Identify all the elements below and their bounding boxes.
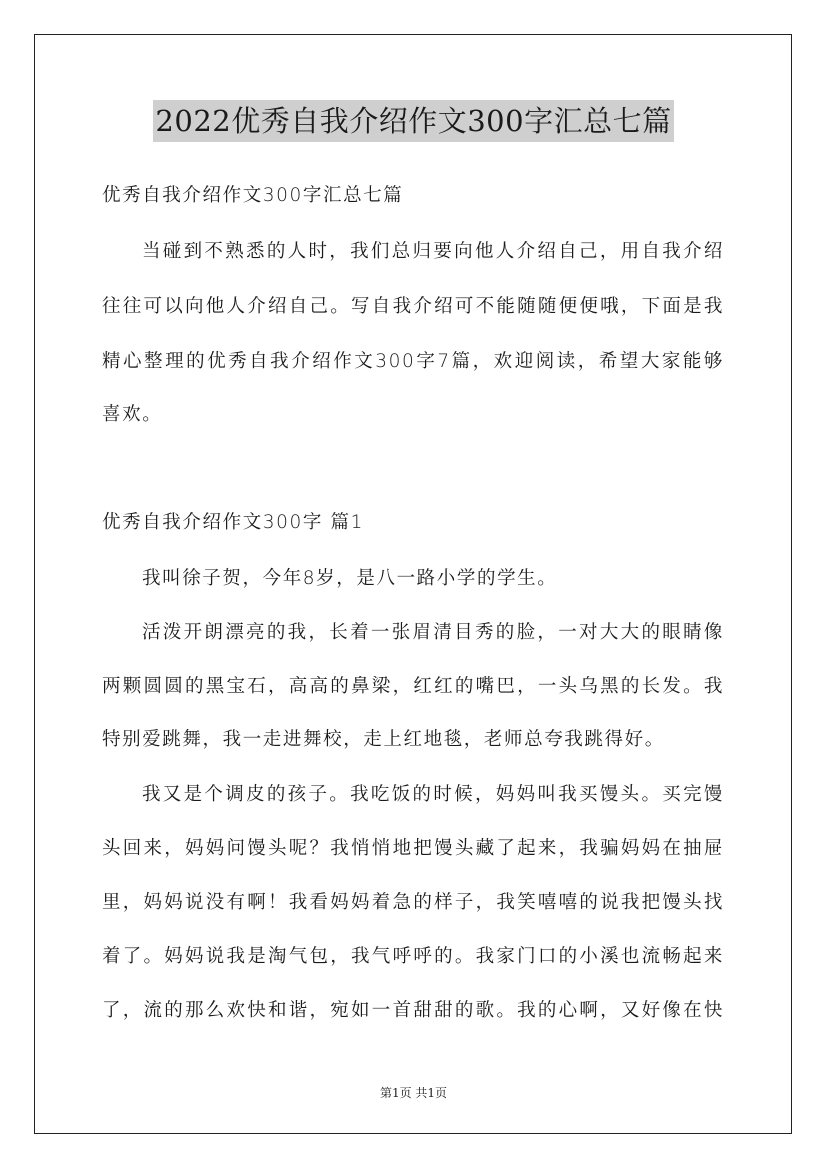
intro-line-2: 往往可以向他人介绍自己。写自我介绍可不能随随便便哦，下面是我 [102,296,724,317]
intro-line-1: 当碰到不熟悉的人时，我们总归要向他人介绍自己，用自我介绍 [142,241,724,262]
para2-line-2: 两颗圆圆的黑宝石，高高的鼻梁，红红的嘴巴，一头乌黑的长发。我 [102,676,724,697]
para3-line-1: 我又是个调皮的孩子。我吃饭的时候，妈妈叫我买馒头。买完馒 [142,784,724,805]
document-subtitle: 优秀自我介绍作文300字汇总七篇 [102,185,404,206]
para3-line-4: 着了。妈妈说我是淘气包，我气呼呼的。我家门口的小溪也流畅起来 [102,946,724,967]
para2-line-3: 特别爱跳舞，我一走进舞校，走上红地毯，老师总夸我跳得好。 [102,729,665,750]
intro-line-3: 精心整理的优秀自我介绍作文300字7篇，欢迎阅读，希望大家能够 [102,351,724,372]
title-container [0,100,827,142]
para3-line-2: 头回来，妈妈问馒头呢？我悄悄地把馒头藏了起来，我骗妈妈在抽屉 [102,838,724,859]
document-title: 2022优秀自我介绍作文300字汇总七篇 [153,100,673,142]
para3-line-3: 里，妈妈说没有啊！我看妈妈着急的样子，我笑嘻嘻的说我把馒头找 [102,892,724,913]
page-number: 第1页 共1页 [379,1086,448,1100]
para2-line-1: 活泼开朗漂亮的我，长着一张眉清目秀的脸，一对大大的眼睛像 [142,622,724,643]
para3-line-5: 了，流的那么欢快和谐，宛如一首甜甜的歌。我的心啊，又好像在快 [102,1000,724,1021]
section-heading: 优秀自我介绍作文300字 篇1 [102,512,364,533]
intro-line-4: 喜欢。 [102,404,163,425]
page-footer [0,1084,827,1101]
paragraph-1: 我叫徐子贺，今年8岁，是八一路小学的学生。 [142,568,558,589]
